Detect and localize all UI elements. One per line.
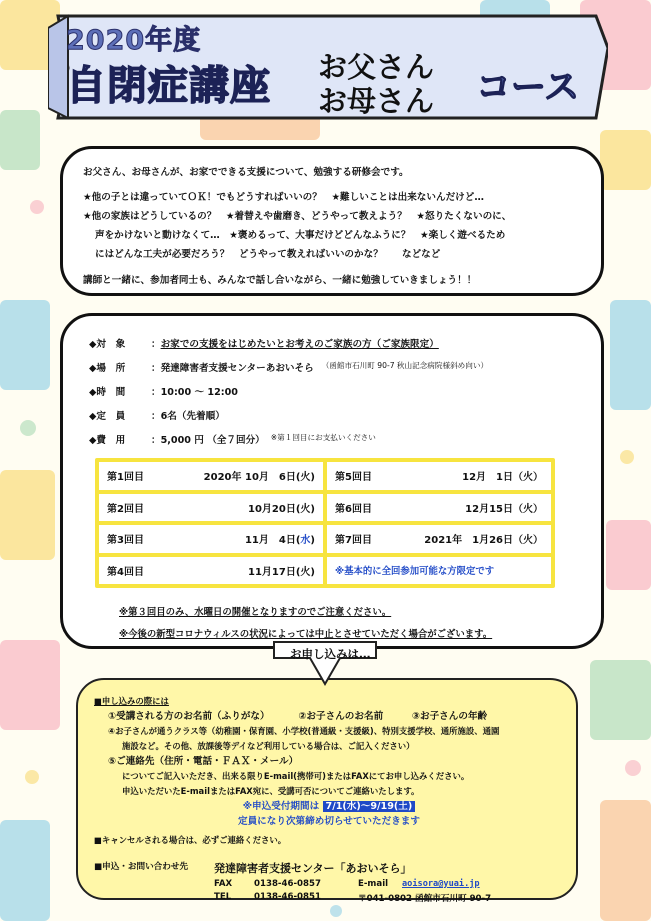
intro-line-4: にはどんな工夫が必要だろう？ どうやって教えればいいのかな？ などなど [95,249,441,260]
apply-item-1: ①受講される方のお名前（ふりがな） [108,711,270,722]
detail-place-note: （函館市石川町 90-7 秋山記念病院様斜め向い） [321,361,489,370]
schedule-date: 11月17日(火) [248,566,315,578]
apply-arrow-label: お申し込みは… [290,647,371,661]
detail-fee-value: 5,000 円 （全７回分） [160,435,265,446]
schedule-date: 12月 1日（火） [462,472,543,484]
contact-address: 〒041-0802 函館市石川町 90-7 [358,894,492,904]
intro-line-1: ★他の子とは違っていてＯＫ！でもどうすればいいの？ ★難しいことは出来ないんだけど… [83,192,484,203]
schedule-cell-4 [99,557,323,585]
note-covid-text: ※今後の新型コロナウィルスの状況によっては中止とさせていただく場合がございます。 [119,629,493,640]
schedule-cell-6 [327,494,551,522]
contact-label: ■申込・お問い合わせ先 [94,862,189,872]
detail-fee: ◆費 用 ： 5,000 円 （全７回分） ※第１回目にお支払いください [89,432,587,456]
detail-fee-label: ◆費 用 [89,435,126,446]
note-covid [119,626,492,640]
contact-email-link[interactable]: aoisora@yuai.jp [402,879,480,889]
schedule-date: 12月15日（火） [465,503,543,515]
apply-item-2: ②お子さんのお名前 [298,711,384,722]
title-banner [48,8,608,126]
schedule-date [245,531,315,546]
schedule-label: 第7回目 [335,535,372,547]
apply-item-3: ③お子さんの年齢 [411,711,488,722]
title-father: お父さん [318,50,435,84]
schedule-cell-2 [99,494,323,522]
apply-item-5: ⑤ご連絡先（住所・電話・ＦＡＸ・メール） [108,756,299,767]
application-box [76,678,578,904]
intro-closing: 講師と一緒に、参加者同士も、みんなで話し合いながら、一緒に勉強していきましょう！！ [83,275,477,286]
schedule-label: 第6回目 [335,503,372,515]
note-wednesday-text: ※第３回目のみ、水曜日の開催となりますのでご注意ください。 [119,607,392,618]
contact-tel-label: TEL [214,892,232,902]
apply-period [94,799,564,814]
contact-row-tel [94,892,564,904]
intro-lead: お父さん、お母さんが、お家でできる支援について、勉強する研修会です。 [83,167,409,178]
schedule-date-pre: 11月 4日( [244,535,301,547]
detail-capacity-value: 6名（先着順） [160,411,225,422]
intro-box [60,146,604,296]
detail-place-value: 発達障害者支援センターあおいそら [160,363,314,374]
schedule-label: 第3回目 [107,535,144,547]
details-box [60,313,604,649]
detail-place-label: ◆場 所 [89,363,126,374]
contact-tel: 0138-46-0851 [254,892,321,902]
schedule-date: 2021年 1月26日（火） [424,535,543,547]
title-mother: お母さん [318,84,435,118]
apply-item-4a: ④お子さんが通うクラス等（幼稚園・保育園、小学校(普通級・支援級)、特別支援学校、通所施設、通園 [108,726,500,736]
contact-email-label: E-mail [358,879,389,889]
intro-line-2: ★他の家族はどうしているの？ ★着替えや歯磨き、どうやって教えよう？ ★怒りたくないのに、 [83,211,512,222]
detail-time: ◆時 間 ： 10:00 〜 12:00 [89,384,587,408]
apply-items-row [94,709,564,724]
title-year: 2020年度 [66,25,202,56]
detail-capacity-label: ◆定 員 [89,411,126,422]
contact-fax: 0138-46-0857 [254,879,321,889]
schedule-cell-5 [327,462,551,490]
apply-cancel: ■キャンセルされる場合は、必ずご連絡ください。 [94,835,287,845]
title-course: コース [476,68,580,108]
detail-capacity: ◆定 員 ： 6名（先着順） [89,408,587,432]
apply-header-text: ■申し込みの際には [94,696,169,706]
schedule-label: 第1回目 [107,472,144,484]
detail-fee-note: ※第１回目にお支払いください [270,433,376,442]
contact-org: 発達障害者支援センター「あおいそら」 [214,862,412,875]
schedule-cell-7 [327,525,551,553]
schedule-label: 第5回目 [335,472,372,484]
detail-target: ◆対 象 ： お家での支援をはじめたいとお考えのご家族の方（ご家族限定） [89,336,587,360]
schedule-date-post: ) [310,535,315,547]
schedule-date-weekday: 水 [300,535,311,547]
title-parents [318,50,468,118]
detail-time-value: 10:00 〜 12:00 [160,387,238,398]
schedule-grid [95,458,555,588]
schedule-date: 10月20日(火) [248,503,315,515]
schedule-date: 2020年 10月 6日(火) [203,472,315,484]
detail-time-label: ◆時 間 [89,387,126,398]
note-wednesday [119,604,391,618]
schedule-label: 第2回目 [107,503,144,515]
schedule-cell-3 [99,525,323,553]
apply-line-6: についてご記入いただき、出来る限りE-mail(携帯可)またはFAXにてお申し込みください。 [122,771,470,781]
intro-line-3: 声をかけないと動けなくて… ★褒めるって、大事だけどどんなふうに？ ★楽しく遊べるため [95,230,506,241]
apply-header [94,694,564,709]
title-main: 自閉症講座 [66,63,271,109]
detail-target-label: ◆対 象 [89,339,126,350]
apply-item-4b: 施設など。その他、放課後等デイなど利用している場合は、ご記入ください） [122,741,415,751]
contact-row-fax [94,879,564,889]
apply-period-value: 7/1(水)〜9/19(土) [323,801,416,812]
detail-place: ◆場 所 ： 発達障害者支援センターあおいそら （函館市石川町 90-7 秋山記念病院様斜め向い） [89,360,587,384]
detail-target-value: お家での支援をはじめたいとお考えのご家族の方（ご家族限定） [160,339,439,350]
schedule-note: ※基本的に全回参加可能な方限定です [327,557,551,585]
schedule-label: 第4回目 [107,566,144,578]
apply-period-label: ※申込受付期間は [242,801,320,812]
schedule-cell-1 [99,462,323,490]
apply-period-note: 定員になり次第締め切らせていただきます [238,816,420,827]
apply-line-7: 申込いただいたE-mailまたはFAX宛に、受講可否についてご連絡いたします。 [122,786,420,796]
contact-row-org [94,860,564,876]
contact-fax-label: FAX [214,879,233,889]
